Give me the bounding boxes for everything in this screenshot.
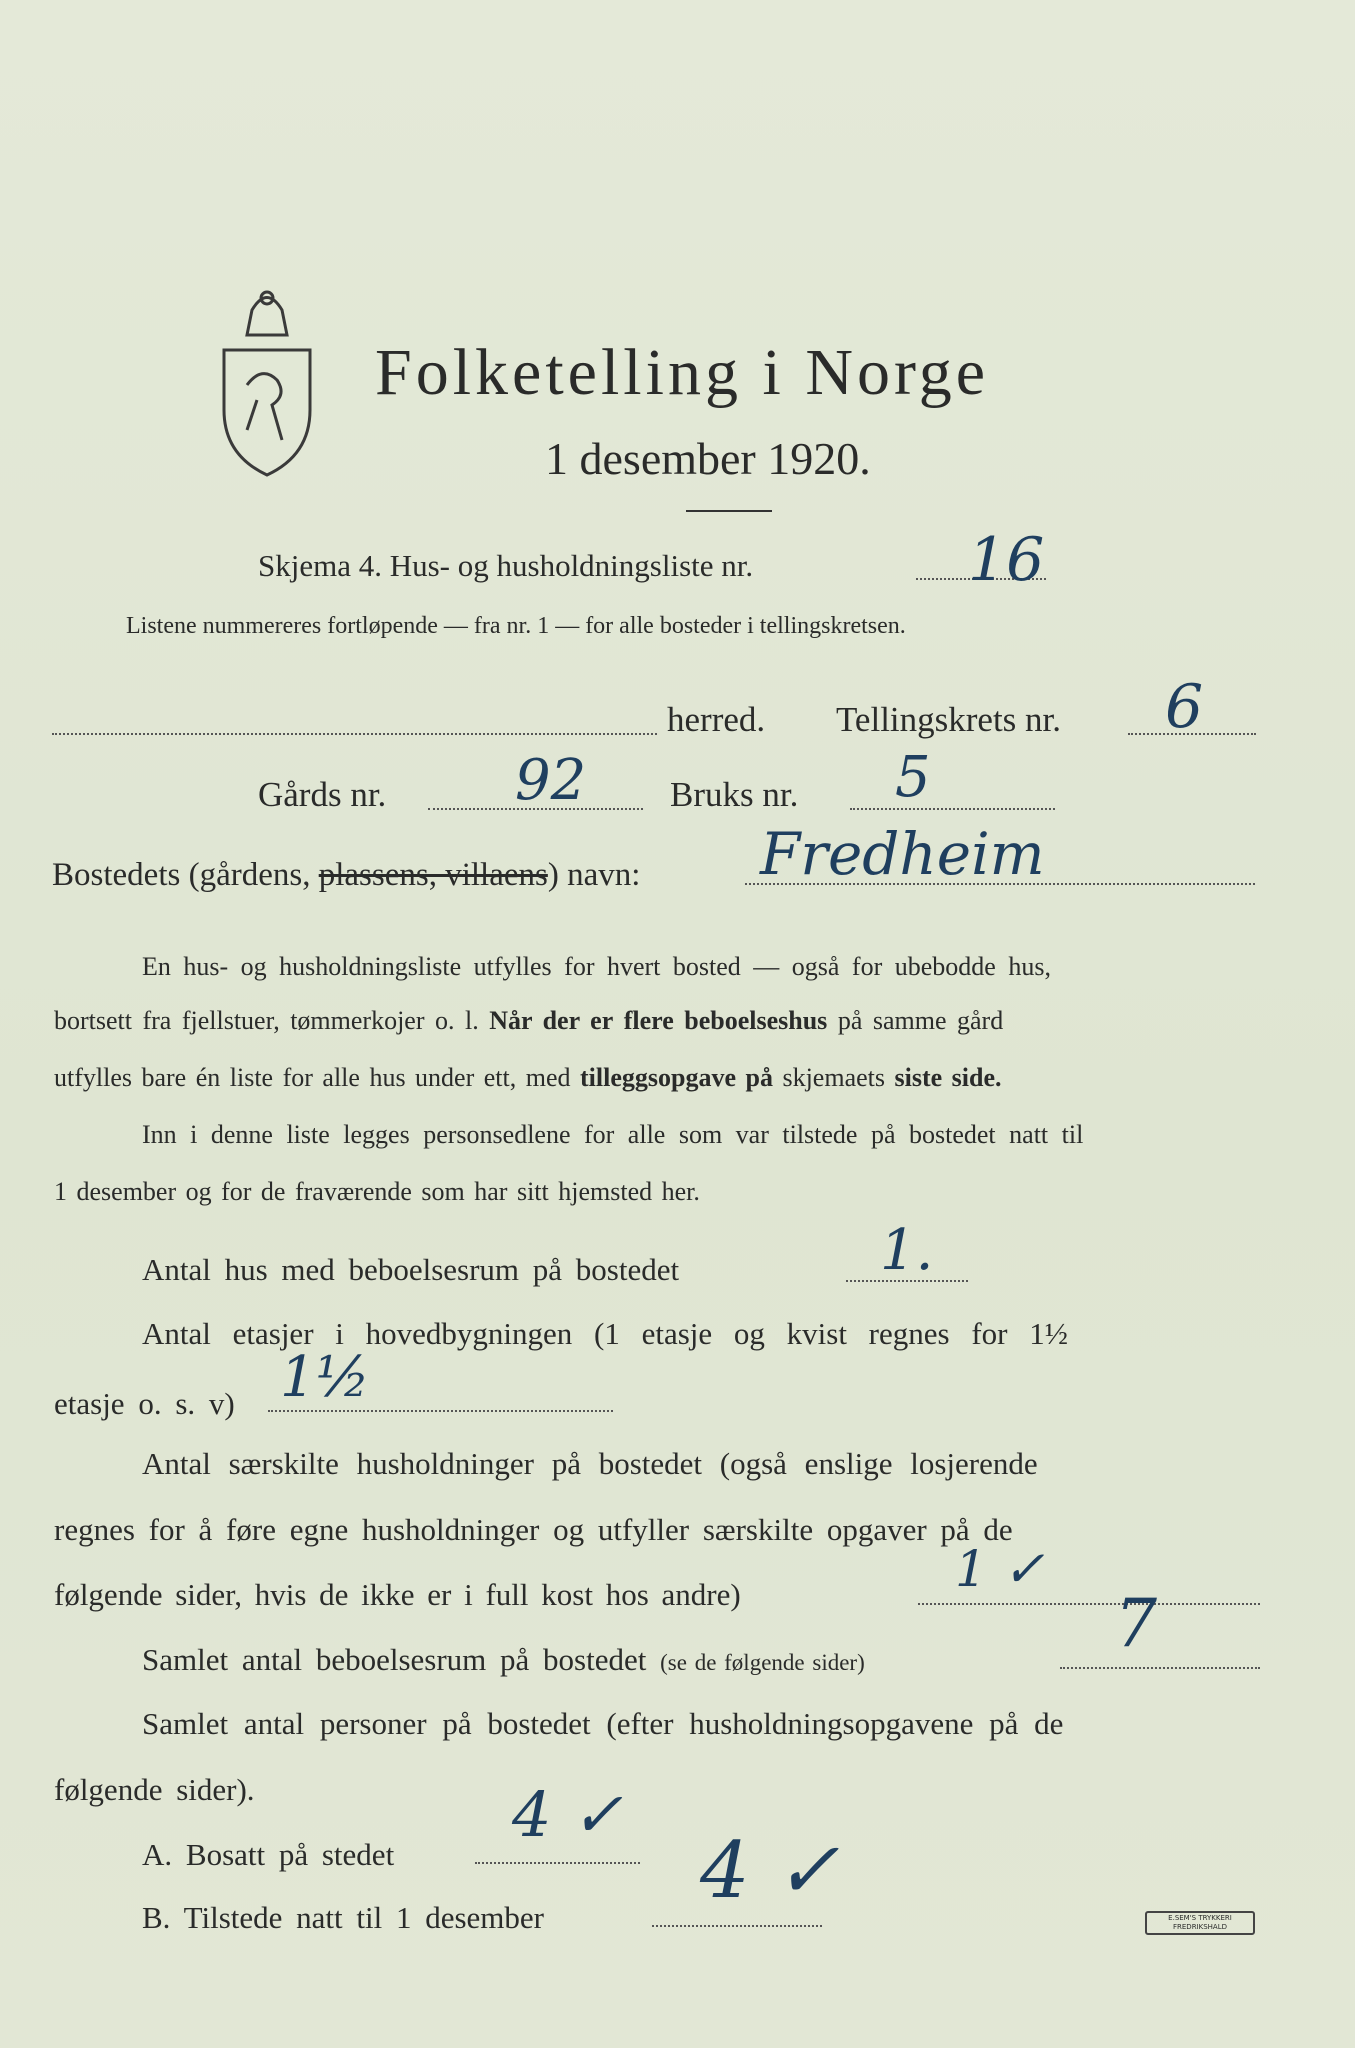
rum-value: 7 (1115, 1585, 1157, 1662)
herred-label: herred. (667, 700, 766, 739)
rum-label (142, 1642, 865, 1678)
instruction-line: 1 desember og for de fraværende som har sitt hjemsted her. (54, 1177, 700, 1206)
page-title: Folketelling i Norge (375, 336, 990, 409)
instruction-text: tilleggsopgave på (580, 1063, 773, 1092)
bruks-label: Bruks nr. (670, 775, 799, 814)
title-divider (686, 510, 772, 512)
printer-stamp-line: E.SEM'S TRYKKERI (1168, 1914, 1232, 1922)
census-date: 1 desember 1920. (545, 433, 871, 484)
personer-label: følgende sider). (54, 1772, 255, 1807)
instruction-text: på samme gård (837, 1006, 1004, 1035)
bruks-value: 5 (895, 745, 931, 810)
bosted-label-prefix: Bostedets (gårdens, (52, 857, 311, 893)
skjema-value: 16 (968, 525, 1045, 595)
tellingskrets-label: Tellingskrets nr. (836, 700, 1062, 739)
tellingskrets-value: 6 (1165, 672, 1204, 742)
tilstede-label: B. Tilstede natt til 1 desember (142, 1900, 544, 1935)
bruks-field-line (850, 808, 1055, 810)
skjema-label: Skjema 4. Hus- og husholdningsliste nr. (258, 548, 754, 583)
husholdninger-label: Antal særskilte husholdninger på bostedet (også enslige losjerende (142, 1446, 1038, 1481)
printer-stamp (1145, 1911, 1255, 1935)
husholdninger-value: 1 ✓ (955, 1540, 1045, 1598)
instruction-text: Når der er (489, 1006, 614, 1035)
printer-stamp-line: FREDRIKSHALD (1172, 1923, 1227, 1931)
bosted-label-suffix: ) navn: (547, 857, 641, 893)
herred-field-line (52, 733, 657, 735)
bosatt-field-line (475, 1862, 640, 1864)
etasjer-value: 1½ (280, 1345, 370, 1410)
instruction-text: bortsett fra fjellstuer, tømmerkojer o. l. (54, 1006, 479, 1035)
personer-label: Samlet antal personer på bostedet (efter husholdningsopgavene på de (142, 1706, 1064, 1741)
numbering-note: Listene nummereres fortløpende — fra nr. 1 — for alle bosteder i tellingskretsen. (126, 613, 906, 639)
bosatt-label: A. Bosatt på stedet (142, 1837, 395, 1872)
rum-field-line (1060, 1667, 1260, 1669)
bosatt-value: 4 ✓ (512, 1778, 624, 1851)
husholdninger-label: følgende sider, hvis de ikke er i full kost hos andre) (54, 1577, 741, 1612)
instruction-line: Inn i denne liste legges personsedlene for alle som var tilstede på bostedet natt til (142, 1120, 1084, 1149)
instruction-text: utfylles bare én liste for alle hus under ett, med (54, 1063, 571, 1092)
bosted-value: Fredheim (760, 820, 1045, 888)
rum-note: (se de følgende sider) (660, 1650, 865, 1675)
hus-value: 1. (880, 1218, 934, 1283)
rum-label-text: Samlet antal beboelsesrum på bostedet (142, 1642, 647, 1677)
husholdninger-field-line (918, 1603, 1260, 1605)
husholdninger-label: regnes for å føre egne husholdninger og utfyller særskilte opgaver på de (54, 1512, 1013, 1547)
instruction-line (54, 1006, 1003, 1036)
instruction-text: skjemaets (782, 1063, 885, 1092)
tilstede-value: 4 ✓ (700, 1826, 840, 1916)
etasjer-label: Antal etasjer i hovedbygningen (1 etasje og kvist regnes for 1½ (142, 1316, 1068, 1351)
instruction-line (54, 1063, 1002, 1093)
etasjer-label: etasje o. s. v) (54, 1386, 235, 1421)
instruction-line: En hus- og husholdningsliste utfylles for hvert bosted — også for ubebodde hus, (142, 952, 1051, 981)
coat-of-arms-icon (212, 280, 322, 480)
instruction-text: siste side. (894, 1063, 1002, 1092)
tilstede-field-line (652, 1925, 822, 1927)
instruction-text: flere beboelseshus (623, 1006, 828, 1035)
etasjer-field-line (268, 1410, 613, 1412)
gards-value: 92 (515, 748, 587, 813)
bosted-label (52, 857, 640, 894)
hus-label: Antal hus med beboelsesrum på bostedet (142, 1252, 680, 1287)
gards-label: Gårds nr. (258, 775, 387, 814)
bosted-label-struck: plassens, villaens (318, 857, 548, 893)
